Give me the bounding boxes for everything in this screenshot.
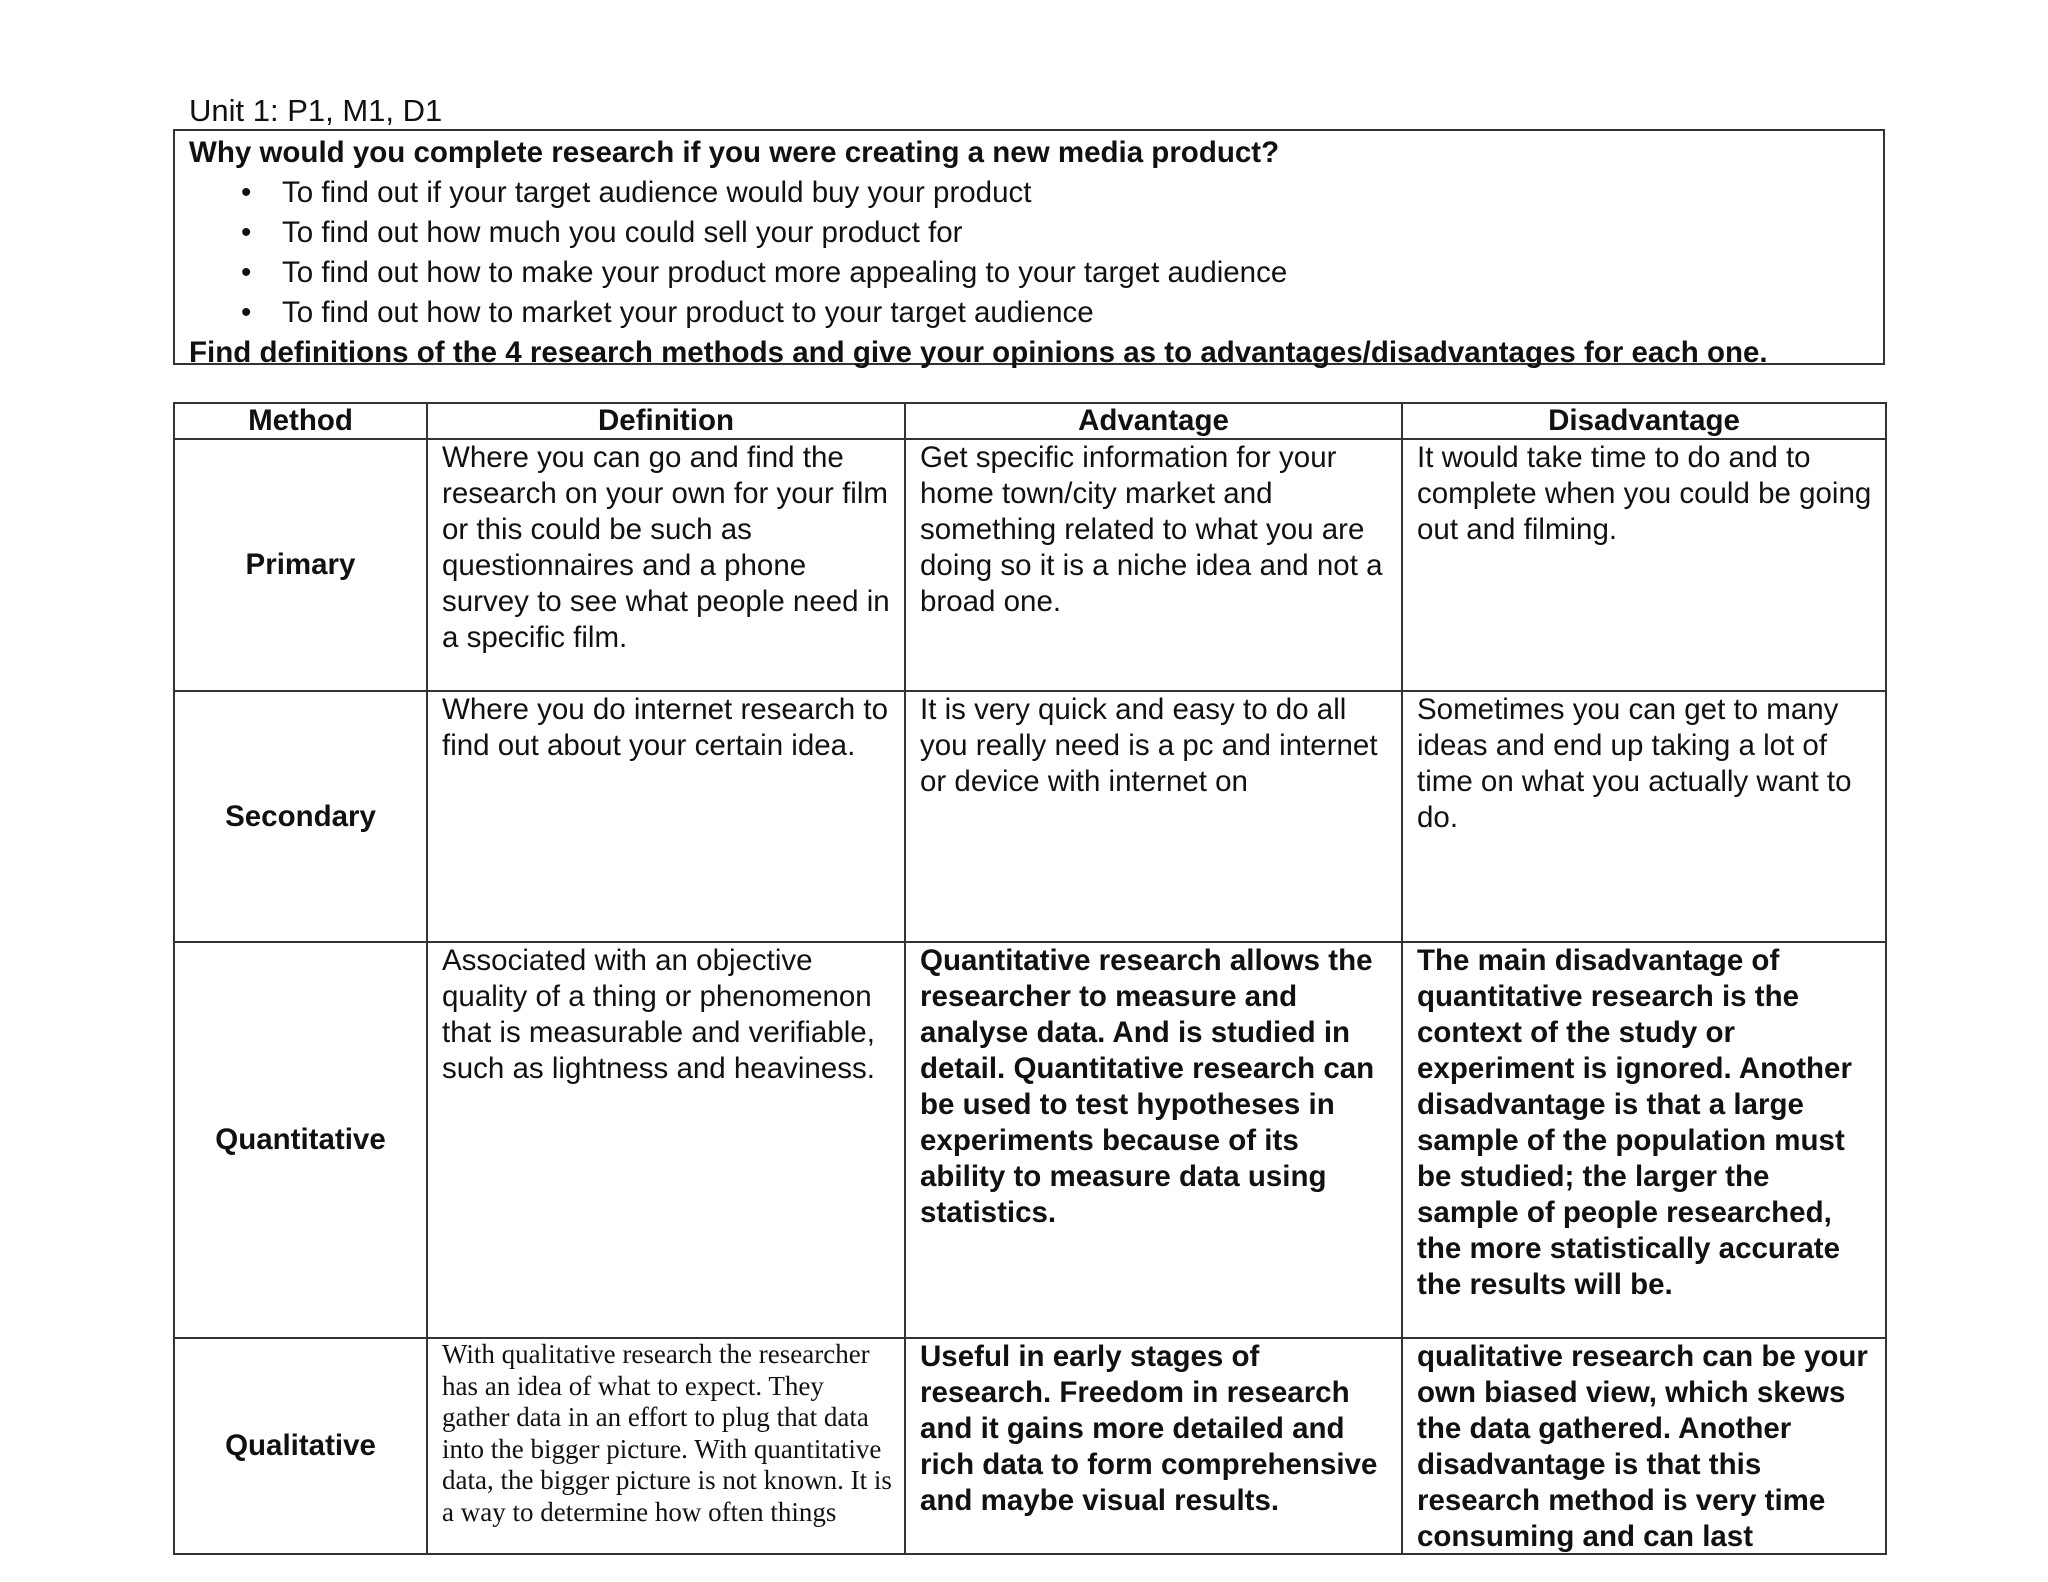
advantage-cell bbox=[905, 1338, 1402, 1554]
unit-label: Unit 1: P1, M1, D1 bbox=[189, 93, 443, 128]
list-item bbox=[189, 293, 1883, 333]
definition-text: With qualitative research the researcher has an idea of what to expect. They gather data in an effort to plug that data into the bigger picture. With quantitative data, the bigger picture is not known. It is a way to determine how often things bbox=[442, 1339, 892, 1527]
bullet-text: To find out if your target audience would buy your product bbox=[282, 176, 1032, 209]
advantage-text: Useful in early stages of research. Freedom in research and it gains more detailed and rich data to form comprehensive and maybe visual results. bbox=[920, 1340, 1378, 1517]
definition-cell: Where you can go and find the research on your own for your film or this could be such as questionnaires and a phone survey to see what people need in a specific film. bbox=[427, 439, 905, 691]
disadvantage-cell: Sometimes you can get to many ideas and end up taking a lot of time on what you actually want to do. bbox=[1402, 691, 1886, 942]
list-item bbox=[189, 213, 1883, 253]
advantage-cell: Get specific information for your home town/city market and something related to what you are doing so it is a niche idea and not a broad one. bbox=[905, 439, 1402, 691]
intro-task: Find definitions of the 4 research methods and give your opinions as to advantages/disadvantages for each one. bbox=[189, 336, 1768, 369]
header-disadvantage: Disadvantage bbox=[1402, 403, 1886, 439]
bullet-icon: • bbox=[241, 296, 252, 329]
intro-bullet-list bbox=[189, 173, 1883, 333]
list-item bbox=[189, 253, 1883, 293]
bullet-icon: • bbox=[241, 216, 252, 249]
disadvantage-text: qualitative research can be your own biased view, which skews the data gathered. Another disadvantage is that this research method is very time consuming and can last bbox=[1417, 1340, 1868, 1553]
bullet-icon: • bbox=[241, 176, 252, 209]
advantage-cell: Quantitative research allows the researcher to measure and analyse data. And is studied in detail. Quantitative research can be used to test hypotheses in experiments because of its ability to measure data using statistics. bbox=[905, 942, 1402, 1338]
header-method: Method bbox=[174, 403, 427, 439]
table-row bbox=[174, 1338, 1886, 1554]
list-item bbox=[189, 173, 1883, 213]
bullet-icon: • bbox=[241, 256, 252, 289]
table-row bbox=[174, 439, 1886, 691]
bullet-text: To find out how to make your product more appealing to your target audience bbox=[282, 256, 1288, 289]
table-row bbox=[174, 942, 1886, 1338]
header-definition: Definition bbox=[427, 403, 905, 439]
disadvantage-cell bbox=[1402, 1338, 1886, 1554]
header-advantage: Advantage bbox=[905, 403, 1402, 439]
definition-cell bbox=[427, 1338, 905, 1554]
disadvantage-cell: The main disadvantage of quantitative research is the context of the study or experiment is ignored. Another disadvantage is that a large sample of the population must be studied; the larger the sample of people researched, the more statistically accurate the results will be. bbox=[1402, 942, 1886, 1338]
advantage-cell: It is very quick and easy to do all you really need is a pc and internet or device with internet on bbox=[905, 691, 1402, 942]
table-header-row bbox=[174, 403, 1886, 439]
research-methods-table bbox=[173, 402, 1887, 1555]
intro-box bbox=[173, 129, 1885, 369]
table-row bbox=[174, 691, 1886, 942]
method-cell: Primary bbox=[174, 439, 427, 691]
intro-question: Why would you complete research if you were creating a new media product? bbox=[189, 136, 1280, 169]
method-cell: Secondary bbox=[174, 691, 427, 942]
method-cell: Qualitative bbox=[174, 1338, 427, 1554]
method-cell: Quantitative bbox=[174, 942, 427, 1338]
bullet-text: To find out how much you could sell your product for bbox=[282, 216, 963, 249]
disadvantage-cell: It would take time to do and to complete when you could be going out and filming. bbox=[1402, 439, 1886, 691]
bullet-text: To find out how to market your product to your target audience bbox=[282, 296, 1094, 329]
definition-cell: Associated with an objective quality of a thing or phenomenon that is measurable and verifiable, such as lightness and heaviness. bbox=[427, 942, 905, 1338]
definition-cell: Where you do internet research to find out about your certain idea. bbox=[427, 691, 905, 942]
